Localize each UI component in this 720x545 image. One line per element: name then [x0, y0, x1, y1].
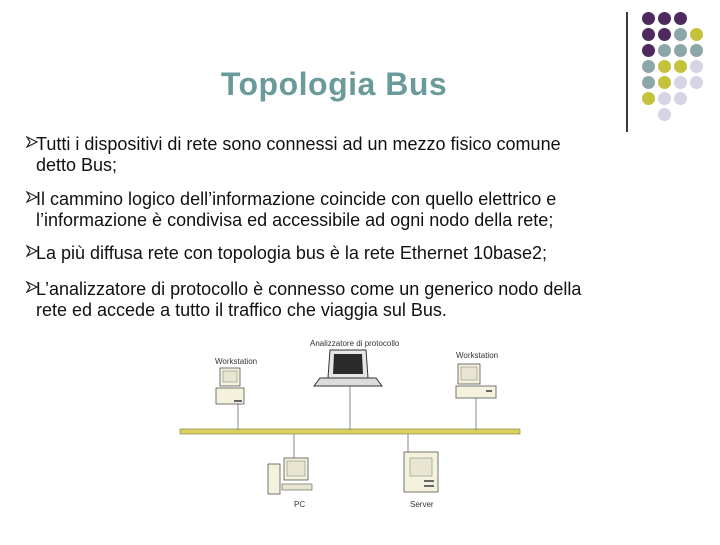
decor-dot [658, 108, 671, 121]
bullet-text-line: L’analizzatore di protocollo è connesso come un generico nodo della [36, 279, 582, 299]
bullet-text-line: rete ed accede a tutto il traffico che viaggia sul Bus. [36, 300, 447, 320]
decor-dot [674, 60, 687, 73]
bullet-text-line: Tutti i dispositivi di rete sono connessi ad un mezzo fisico comune [36, 134, 561, 154]
decor-dot [690, 28, 703, 41]
bullet-text-line: detto Bus; [36, 155, 118, 175]
decor-dot [658, 60, 671, 73]
decor-dot [642, 44, 655, 57]
decor-dot [642, 92, 655, 105]
decor-dot [642, 28, 655, 41]
decor-dot [642, 12, 655, 25]
bullet-text-line: La più diffusa rete con topologia bus è la rete Ethernet 10base2; [36, 243, 548, 263]
decor-dot [658, 76, 671, 89]
decorative-divider [626, 12, 628, 132]
decor-dot [690, 44, 703, 57]
decorative-dot-grid [638, 12, 718, 122]
decor-dot [674, 44, 687, 57]
workstation-right-icon [456, 364, 496, 398]
decor-dot [658, 12, 671, 25]
bullet-item [26, 243, 666, 265]
decor-dot [674, 76, 687, 89]
slide-title: Topologia Bus [220, 66, 448, 102]
decor-dot [674, 12, 687, 25]
decor-dot [658, 92, 671, 105]
bullet-item [26, 279, 666, 323]
pc-icon [268, 458, 312, 494]
decor-dot [674, 28, 687, 41]
label-workstation-left: Workstation [215, 357, 258, 366]
decor-dot [658, 44, 671, 57]
bullet-item [26, 189, 666, 233]
decor-dot [658, 28, 671, 41]
decor-dot [690, 76, 703, 89]
label-protocol-analyzer: Analizzatore di protocollo [310, 339, 400, 348]
bullet-item [26, 134, 666, 178]
label-workstation-right: Workstation [456, 351, 499, 360]
bullet-text-line: Il cammino logico dell’informazione coincide con quello elettrico e [36, 189, 557, 209]
decor-dot [642, 76, 655, 89]
label-pc: PC [294, 500, 306, 509]
label-server: Server [410, 500, 434, 509]
decor-dot [674, 92, 687, 105]
decor-dot [642, 60, 655, 73]
bus-topology-diagram [170, 330, 530, 540]
bullet-text-line: l’informazione è condivisa ed accessibile ad ogni nodo della rete; [36, 210, 554, 230]
decor-dot [690, 60, 703, 73]
protocol-analyzer-laptop-icon [314, 350, 382, 386]
server-icon [404, 452, 438, 492]
workstation-left-icon [216, 368, 244, 404]
